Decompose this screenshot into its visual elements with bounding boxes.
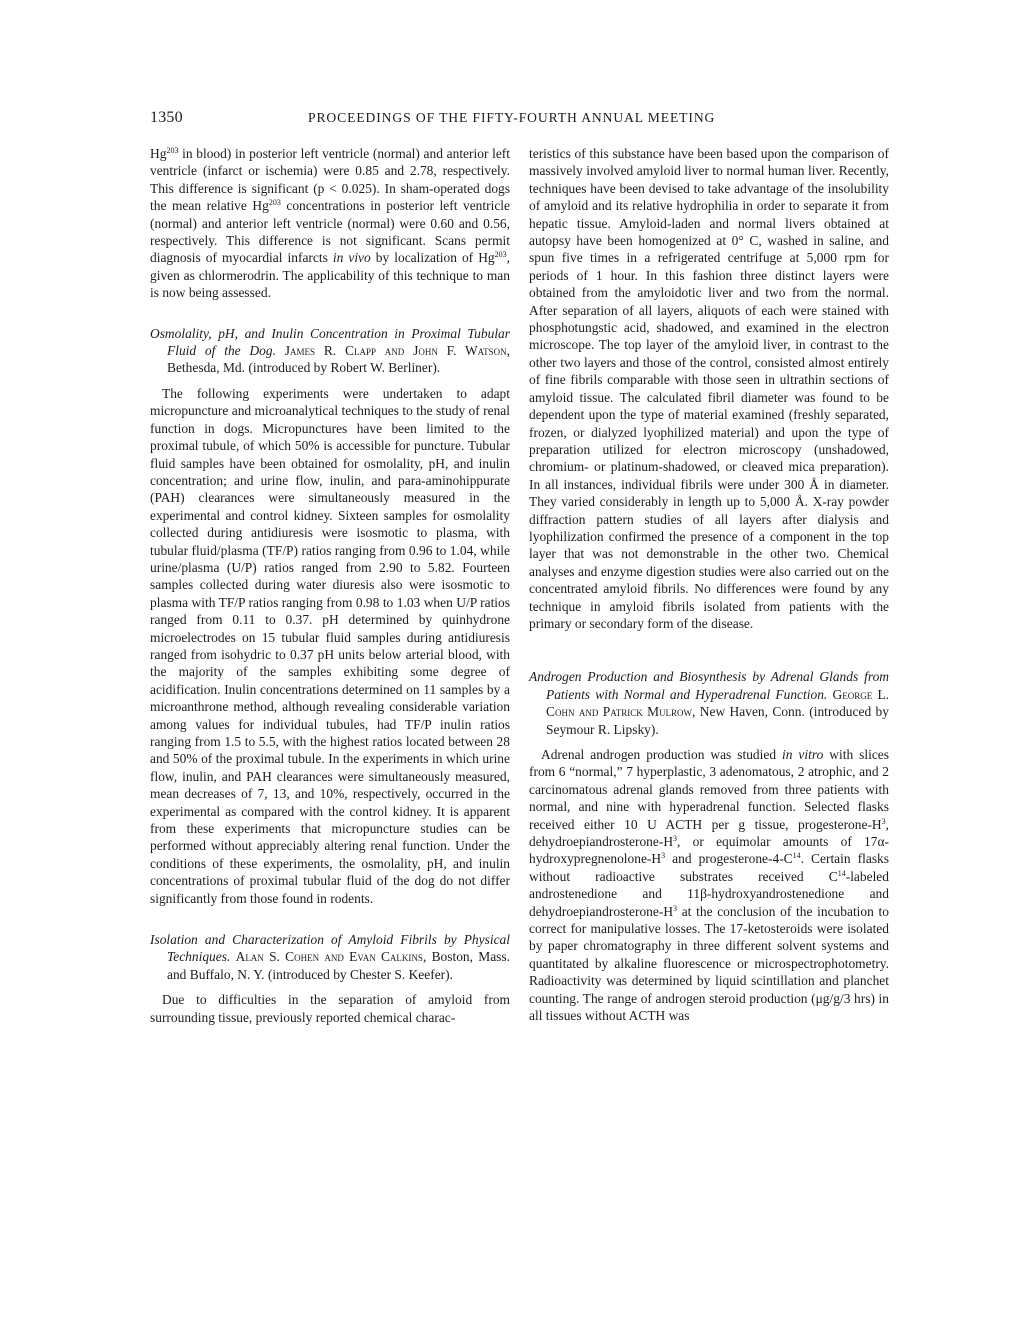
abstract-byline: , Boston, Mass. and Buffalo, N. Y. (introduced by Chester S. Keefer). <box>167 949 510 982</box>
abstract-heading-osmolality <box>150 325 510 377</box>
abstract-body-amyloid-continued: teristics of this substance have been based upon the comparison of massively involved amyloid liver to normal human liver. Recently, techniques have been devised to take advantage of the insolubility of amyloid and its relative hydrophilia in order to separate it from hepatic tissue. Amyloid-laden and normal livers obtained at autopsy have been homogenized at 0° C, washed in saline, and spun five times in a refrigerated centrifuge at 5,000 rpm for periods of 1 hour. In this fashion three distinct layers were obtained from the amyloidotic liver and two from the normal. After separation of all layers, aliquots of each were stained with phosphotungstic acid, shadowed, and examined in the electron microscope. The top layer of the amyloid liver, in contrast to the other two layers and those of the control, consisted almost entirely of fine fibrils comparable with those seen in ultrathin sections of amyloid tissue. The calculated fibril diameter was found to be dependent upon the type of material examined (freshly separated, frozen, or dialyzed lyophilized material) and upon the type of preparation utilized for electron microscopy (unshadowed, chromium- or platinum-shadowed, or cleaved mica preparation). In all instances, individual fibrils were under 300 Å in diameter. They varied considerably in length up to 5,000 Å. X-ray powder diffraction pattern studies of all layers after dialysis and lyophilization confirmed the presence of a component in the top layer that was not demonstrable in the other two. Chemical analyses and enzyme digestion studies were also carried out on the concentrated amyloid fibrils. No differences were found by any technique in amyloid fibrils isolated from patients with the primary or secondary form of the disease. <box>529 146 889 631</box>
abstract-authors: Alan S. Cohen and Evan Calkins <box>235 949 423 965</box>
abstract-heading-amyloid <box>150 931 510 983</box>
abstract-authors: James R. Clapp and John F. Watson <box>284 343 507 359</box>
abstract-title: Osmolality, pH, and Inulin Concentration in Proximal Tubular Fluid of the Dog. <box>150 325 510 359</box>
abstract-heading-androgen <box>529 668 889 738</box>
continuation-paragraph: Hg$^{203}$ in blood) in posterior left ventricle (normal) and anterior left ventricle (infarct or ischemia) were 0.85 and 2.78, respectively. This difference is significant (p < 0.025). In sham-operated dogs the mean relative Hg$^{203}$ concentrations in posterior left ventricle (normal) and anterior left ventricle (normal) were 0.60 and 0.56, respectively. This difference is not significant. Scans permit diagnosis of myocardial infarcts in vivo by localization of Hg$^{203}$, given as chlormerodrin. The applicability of this technique to man is now being assessed. <box>150 146 510 301</box>
running-head <box>150 109 890 131</box>
left-column <box>150 145 510 1026</box>
right-column <box>529 145 889 1025</box>
running-title: PROCEEDINGS OF THE FIFTY-FOURTH ANNUAL MEETING <box>308 110 716 125</box>
page-number: 1350 <box>150 109 183 126</box>
abstract-byline: , New Haven, Conn. (introduced by Seymour R. Lipsky). <box>546 704 889 737</box>
abstract-authors: George L. Cohn and Patrick Mulrow <box>546 686 890 720</box>
abstract-title: Androgen Production and Biosynthesis by Adrenal Glands from Patients with Normal and Hyperadrenal Function. <box>529 669 889 702</box>
abstract-body-androgen: Adrenal androgen production was studied in vitro with slices from 6 “normal,” 7 hyperplastic, 3 adenomatous, 2 atrophic, and 2 carcinomatous adrenal glands removed from three patients with normal, and nine with hyperadrenal function. Selected flasks received either 10 U ACTH per g tissue, progesterone-$H^3$, dehydroepiandrosterone-$H^3$, or equimolar amounts of $17\alpha-hydroxypregnenolone-H^3$ and progesterone-$4-C^{14}$. Certain flasks without radioactive substrates received $C^{14}$-labeled androstenedione and 11β-hydroxyandrostenedione and dehydroepiandrosterone-$H^3$ at the conclusion of the incubation to correct for manipulative losses. The 17-ketosteroids were isolated by paper chromatography in three different solvent systems and quantitated by alkaline fluorescence or microspectrophotometry. Radioactivity was determined by liquid scintillation and planchet counting. The range of androgen steroid production (μg/g/3 hrs) in all tissues without ACTH was <box>529 747 889 1024</box>
abstract-body-amyloid-start: Due to difficulties in the separation of amyloid from surrounding tissue, previously reported chemical charac- <box>150 992 510 1025</box>
abstract-body-osmolality: The following experiments were undertaken to adapt micropuncture and microanalytical techniques to the study of renal function in dogs. Micropunctures have been limited to the proximal tubule, of which 50% is accessible for puncture. Tubular fluid samples have been obtained for osmolality, pH, and inulin concentration; and urine flow, inulin, and para-aminohippurate (PAH) clearances were simultaneously measured in the experimental and control kidney. Sixteen samples for osmolality collected during antidiuresis were isosmotic to plasma, with tubular fluid/plasma (TF/P) ratios ranging from 0.96 to 1.04, while urine/plasma (U/P) ratios ranged from 2.90 to 5.82. Fourteen samples collected during water diuresis also were isosmotic to plasma with TF/P ratios ranging from 0.98 to 1.03 when U/P ratios ranged from 0.11 to 0.37. pH determined by quinhydrone microelectrodes on 15 tubular fluid samples during antidiuresis ranged from isohydric to 0.37 pH units below arterial blood, with the majority of the samples exhibiting some degree of acidification. Inulin concentrations determined on 11 samples by a microanthrone method, although revealing considerable variation among values for individual tubules, had TF/P inulin ratios ranging from 1.5 to 5.5, with the highest ratios located between 28 and 50% of the proximal tubule. In the experiments in which urine flow, inulin, and PAH clearances were simultaneously measured, mean decreases of 7, 13, and 10%, respectively, occurred in the experimental as compared with the control kidney. It is apparent from these experiments that micropuncture studies can be performed without appreciably altering renal function. Under the conditions of these experiments, the osmolality, pH, and inulin concentrations of proximal tubular fluid of the dog do not differ significantly from those found in rodents. <box>150 385 510 906</box>
abstract-byline: , Bethesda, Md. (introduced by Robert W. Berliner). <box>167 343 511 376</box>
abstract-title: Isolation and Characterization of Amyloid Fibrils by Physical Techniques. <box>150 932 510 965</box>
